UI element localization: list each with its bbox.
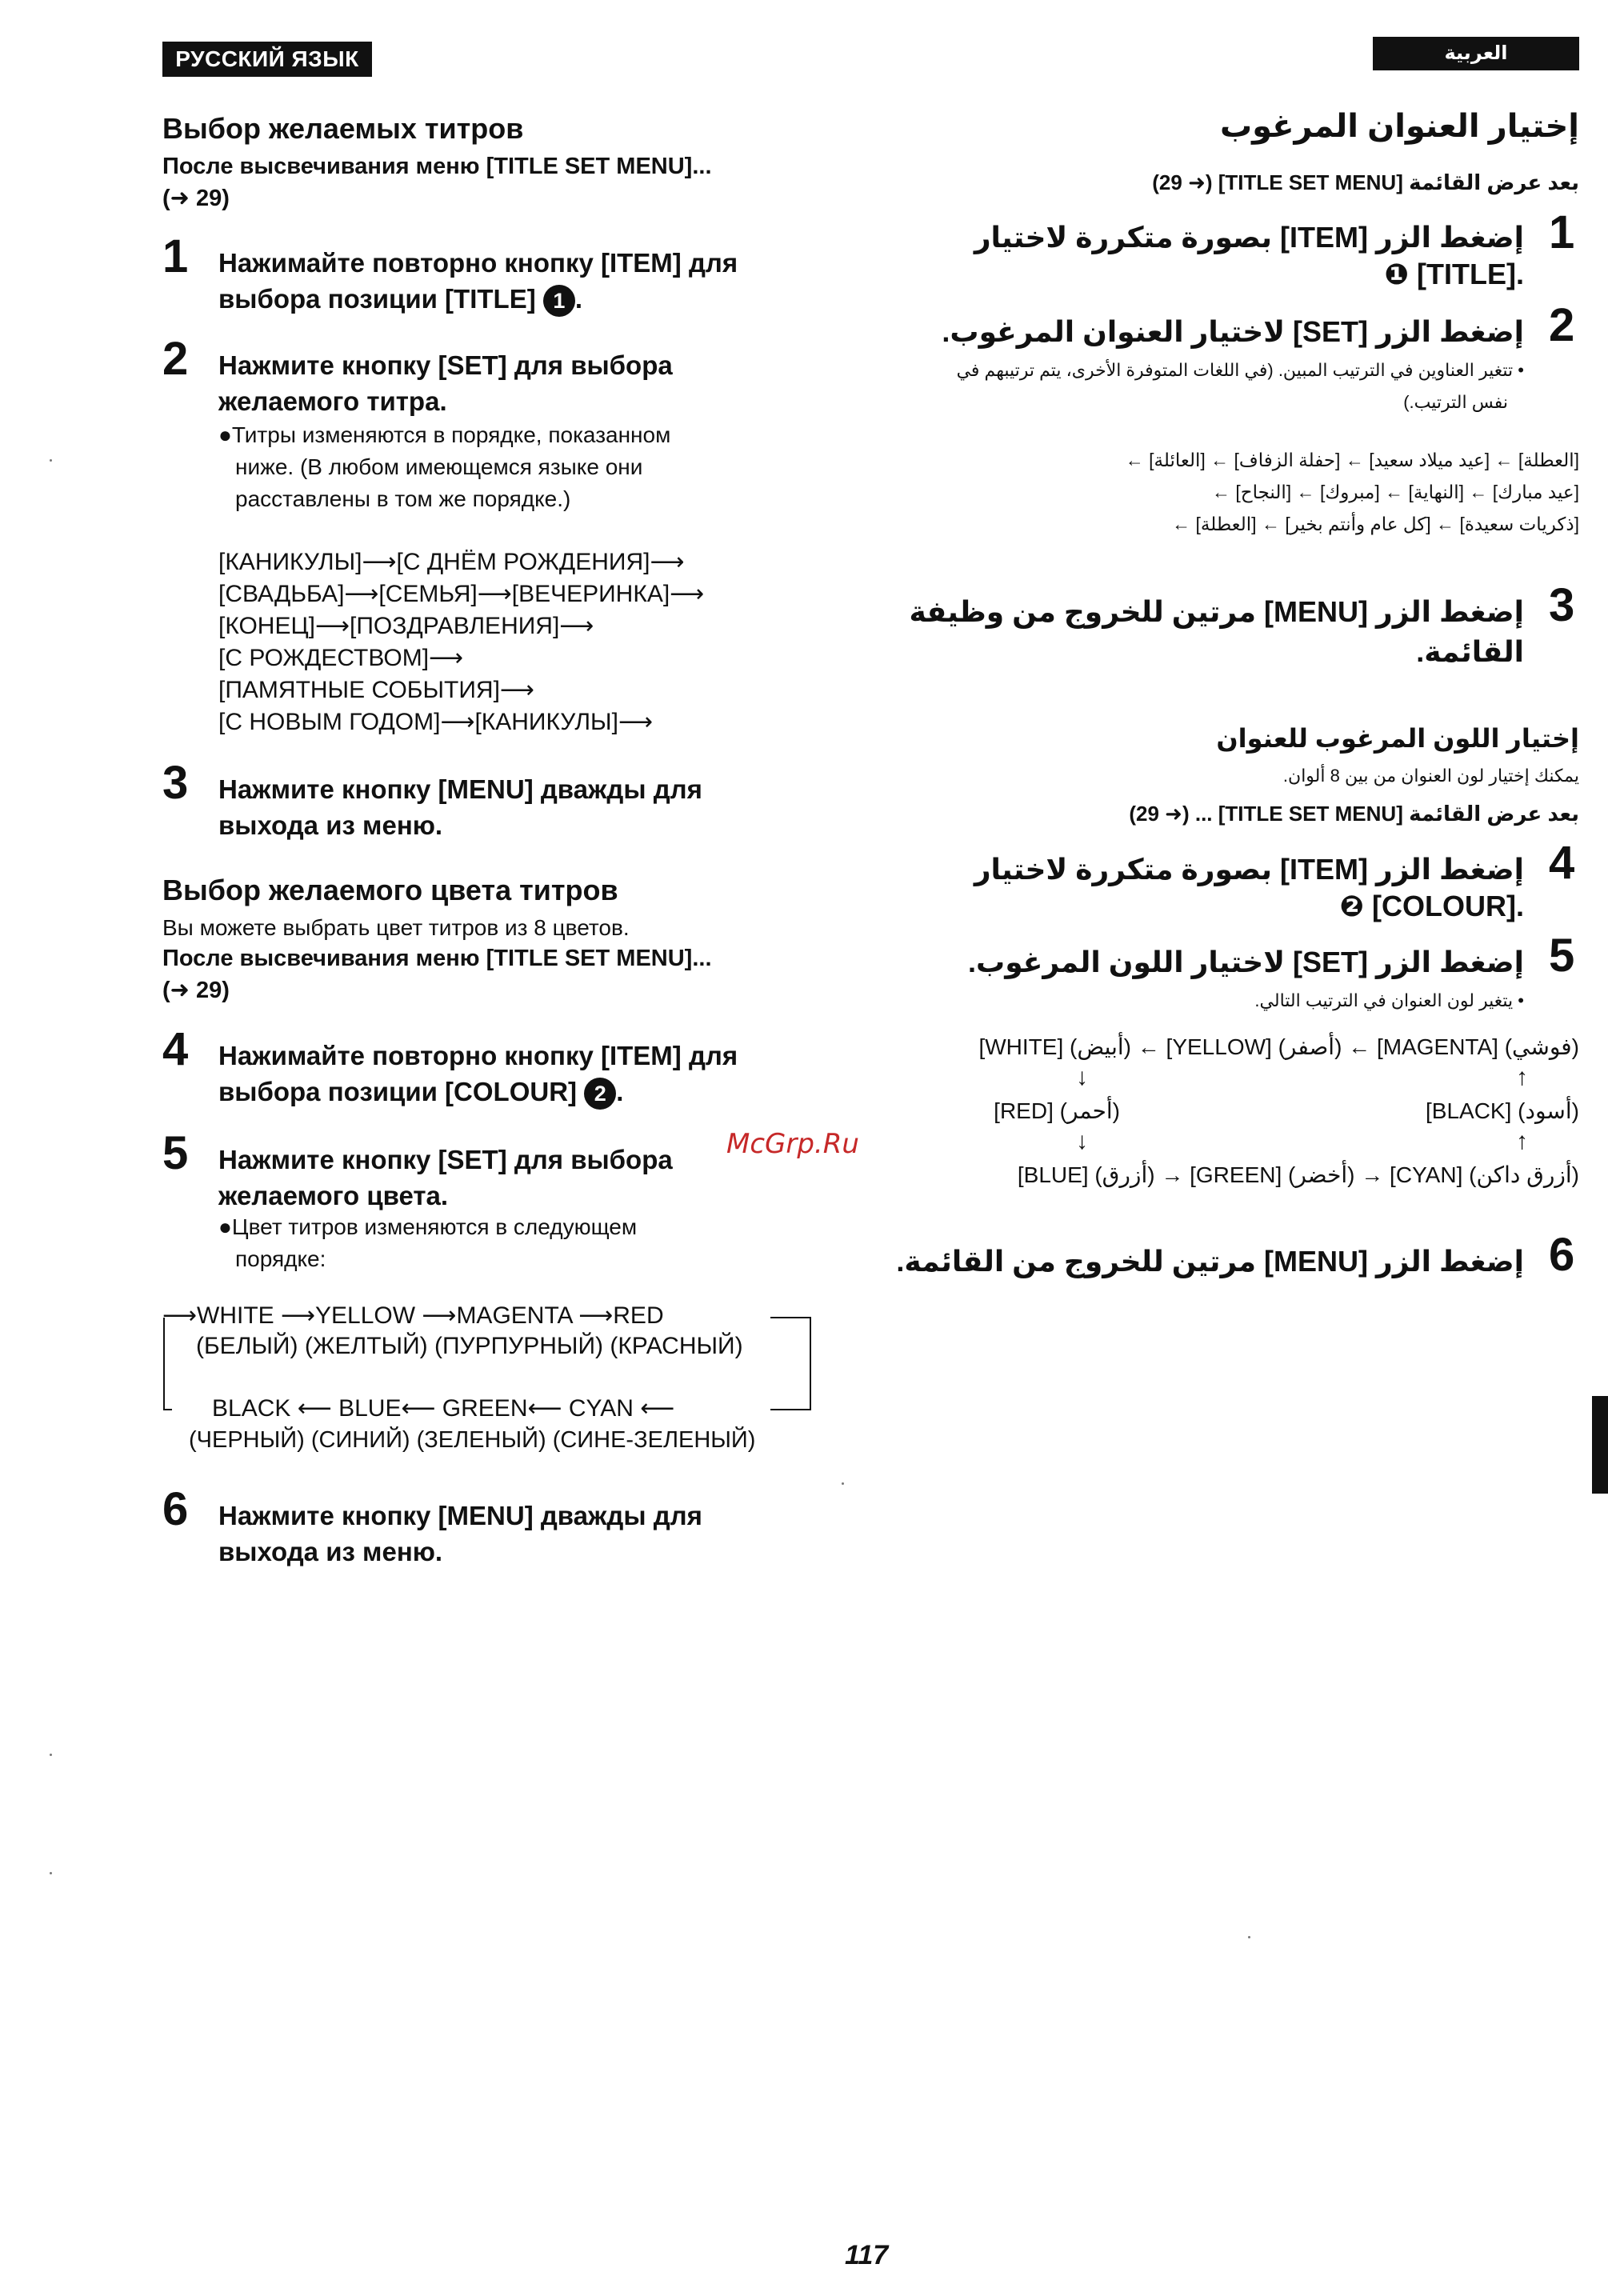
- arrow-up-icon: ↑: [1516, 1128, 1528, 1154]
- ru-title-sequence-line: [С НОВЫМ ГОДОМ]⟶[КАНИКУЛЫ]⟶: [218, 709, 653, 735]
- colour-cyan: CYAN: [568, 1395, 634, 1422]
- ar-after-menu-note: بعد عرض القائمة [TITLE SET MENU] ... (➜ 29): [1129, 802, 1579, 826]
- colour-yellow: YELLOW: [315, 1302, 416, 1329]
- ru-section-title-colour: Выбор желаемого цвета титров: [162, 874, 618, 906]
- ar-title-sequence-line: [عيد مبارك] ← [النهاية] ← [مبروك] ← [النجاح] ←: [1211, 482, 1579, 502]
- ar-colour-black: (أسود) [BLACK]: [1426, 1098, 1579, 1123]
- ar-step-number: 5: [1549, 930, 1575, 982]
- ru-after-menu-note: После высвечивания меню [TITLE SET MENU]...: [162, 154, 712, 179]
- ar-colour-row: (أزرق داكن) [CYAN] → (أخضر) [GREEN] → (أزرق) [BLUE]: [1017, 1162, 1579, 1187]
- ru-bullet-line: ●Цвет титров изменяются в следующем: [218, 1214, 638, 1239]
- ru-bullet-line: порядке:: [235, 1246, 326, 1271]
- ar-step-number: 6: [1549, 1229, 1575, 1281]
- ru-step-text: Нажмите кнопку [SET] для выбора: [218, 1145, 673, 1174]
- ru-step-number: 4: [162, 1023, 189, 1075]
- ar-section-title-colour: إختيار اللون المرغوب للعنوان: [1216, 724, 1579, 753]
- ar-step-text: ❷ [COLOUR].: [1339, 890, 1524, 922]
- ru-step-text: [218, 281, 582, 317]
- ru-title-sequence-line: [КОНЕЦ]⟶[ПОЗДРАВЛЕНИЯ]⟶: [218, 613, 594, 639]
- ru-step-number: 5: [162, 1127, 189, 1179]
- ar-step-number: 4: [1549, 837, 1575, 889]
- ru-step-text: Нажмите кнопку [MENU] дважды для: [218, 774, 702, 804]
- circled-number-icon: 1: [543, 285, 575, 317]
- language-tag-russian: РУССКИЙ ЯЗЫК: [162, 42, 372, 77]
- ar-step-number: 1: [1549, 206, 1575, 258]
- ar-bullet-line: • يتغير لون العنوان في الترتيب التالي.: [1254, 990, 1524, 1010]
- ar-step-text: إضغط الزر [SET] لاختيار اللون المرغوب.: [968, 946, 1524, 978]
- scan-speck: [50, 1872, 52, 1874]
- ar-bullet-line: نفس الترتيب.): [1403, 392, 1508, 412]
- ar-step-text: إضغط الزر [MENU] مرتين للخروج من القائمة.: [896, 1245, 1524, 1278]
- page-number: 117: [845, 2240, 889, 2270]
- ar-step-text: إضغط الزر [ITEM] بصورة متكررة لاختيار: [974, 221, 1524, 254]
- ru-after-menu-note: После высвечивания меню [TITLE SET MENU]...: [162, 946, 712, 971]
- scan-speck: [50, 1754, 52, 1756]
- ru-section-title-titles: Выбор желаемых титров: [162, 112, 524, 145]
- colour-row-top: ⟶WHITE ⟶YELLOW ⟶MAGENTA ⟶RED: [162, 1302, 664, 1329]
- ar-step-text: ❶ [TITLE].: [1384, 258, 1524, 290]
- period: .: [616, 1077, 624, 1106]
- ar-colour-intro: يمكنك إختيار لون العنوان من بين 8 ألوان.: [1282, 766, 1579, 786]
- watermark: McGrp.Ru: [726, 1128, 859, 1160]
- scan-speck: [50, 459, 52, 462]
- colour-blue: BLUE: [338, 1395, 402, 1422]
- scan-speck: [842, 1482, 844, 1485]
- ar-section-title-titles: إختيار العنوان المرغوب: [1219, 109, 1579, 144]
- ar-step-text: القائمة.: [1416, 635, 1524, 668]
- ar-colour-row: (فوشي) [MAGENTA] ← (أصفر) [YELLOW] ← (أبيض) [WHITE]: [978, 1034, 1579, 1059]
- ar-title-sequence-line: [العطلة] ← [عيد ميلاد سعيد] ← [حفلة الزفاف] ← [العائلة] ←: [1125, 450, 1579, 470]
- ru-step-text: [218, 1074, 623, 1110]
- ru-page-ref: (➜ 29): [162, 186, 230, 211]
- ru-step-number: 2: [162, 333, 189, 385]
- ar-step-text: إضغط الزر [SET] لاختيار العنوان المرغوب.: [942, 315, 1524, 348]
- colour-red: RED: [613, 1302, 664, 1329]
- language-tag-arabic: العربية: [1373, 37, 1579, 70]
- ar-step-number: 3: [1549, 579, 1575, 631]
- scan-speck: [1248, 1936, 1250, 1938]
- colour-black: BLACK: [212, 1395, 291, 1422]
- arrow-down-icon: ↓: [1076, 1128, 1088, 1154]
- ru-title-sequence-line: [КАНИКУЛЫ]⟶[С ДНЁМ РОЖДЕНИЯ]⟶: [218, 549, 685, 575]
- ru-step-text: Нажимайте повторно кнопку [ITEM] для: [218, 248, 738, 278]
- ru-bullet-line: расставлены в том же порядке.): [235, 486, 571, 511]
- colour-green: GREEN: [442, 1395, 528, 1422]
- ru-step-text: желаемого цвета.: [218, 1181, 449, 1210]
- ru-step-text-line: выбора позиции [TITLE]: [218, 284, 536, 314]
- colour-magenta: MAGENTA: [456, 1302, 572, 1329]
- ru-step-text: желаемого титра.: [218, 386, 447, 416]
- colour-white: WHITE: [197, 1302, 274, 1329]
- ru-step-text: Нажмите кнопку [SET] для выбора: [218, 350, 673, 380]
- ru-title-sequence-line: [С РОЖДЕСТВОМ]⟶: [218, 645, 464, 671]
- ru-step-number: 1: [162, 230, 189, 282]
- ru-step-text: выхода из меню.: [218, 1537, 443, 1566]
- ru-title-sequence-line: [СВАДЬБА]⟶[СЕМЬЯ]⟶[ВЕЧЕРИНКА]⟶: [218, 581, 705, 607]
- ru-page-ref: (➜ 29): [162, 978, 230, 1003]
- colour-row-top-ru: (БЕЛЫЙ) (ЖЕЛТЫЙ) (ПУРПУРНЫЙ) (КРАСНЫЙ): [196, 1333, 743, 1359]
- ar-colour-red: (أحمر) [RED]: [994, 1098, 1120, 1123]
- arrow-down-icon: ↓: [1076, 1064, 1088, 1090]
- circled-number-icon: 2: [584, 1078, 616, 1110]
- colour-row-bottom: BLACK ⟵ BLUE⟵ GREEN⟵ CYAN ⟵: [212, 1395, 675, 1422]
- ru-step-number: 3: [162, 757, 189, 809]
- ar-title-sequence-line: [ذكريات سعيدة] ← [كل عام وأنتم بخير] ← [العطلة] ←: [1172, 514, 1579, 534]
- ru-colour-cycle-diagram: [162, 1300, 814, 1420]
- colour-row-bottom-ru: (ЧЕРНЫЙ) (СИНИЙ) (ЗЕЛЕНЫЙ) (СИНЕ-ЗЕЛЕНЫЙ): [189, 1427, 756, 1453]
- ar-step-text: إضغط الزر [ITEM] بصورة متكررة لاختيار: [974, 853, 1524, 886]
- ru-step-text: Нажимайте повторно кнопку [ITEM] для: [218, 1041, 738, 1070]
- ru-bullet-line: ●Титры изменяются в порядке, показанном: [218, 422, 671, 447]
- ru-title-sequence-line: [ПАМЯТНЫЕ СОБЫТИЯ]⟶: [218, 677, 534, 703]
- section-edge-marker: [1592, 1396, 1608, 1494]
- ar-step-number: 2: [1549, 299, 1575, 351]
- ru-colour-intro: Вы можете выбрать цвет титров из 8 цветов.: [162, 915, 630, 940]
- period: .: [574, 284, 583, 314]
- ru-step-number: 6: [162, 1483, 189, 1535]
- ar-step-text: إضغط الزر [MENU] مرتين للخروج من وظيفة: [909, 595, 1524, 628]
- ru-bullet-line: ниже. (В любом имеющемся языке они: [235, 454, 643, 479]
- ar-bullet-line: • تتغير العناوين في الترتيب المبين. (في اللغات المتوفرة الأخرى، يتم ترتيبهم في: [956, 360, 1524, 380]
- ru-step-text: выхода из меню.: [218, 810, 443, 840]
- ar-after-menu-note: بعد عرض القائمة [TITLE SET MENU] (➜ 29): [1152, 170, 1579, 194]
- arrow-up-icon: ↑: [1516, 1064, 1528, 1090]
- ru-step-text-line: выбора позиции [COLOUR]: [218, 1077, 578, 1106]
- ru-step-text: Нажмите кнопку [MENU] дважды для: [218, 1501, 702, 1530]
